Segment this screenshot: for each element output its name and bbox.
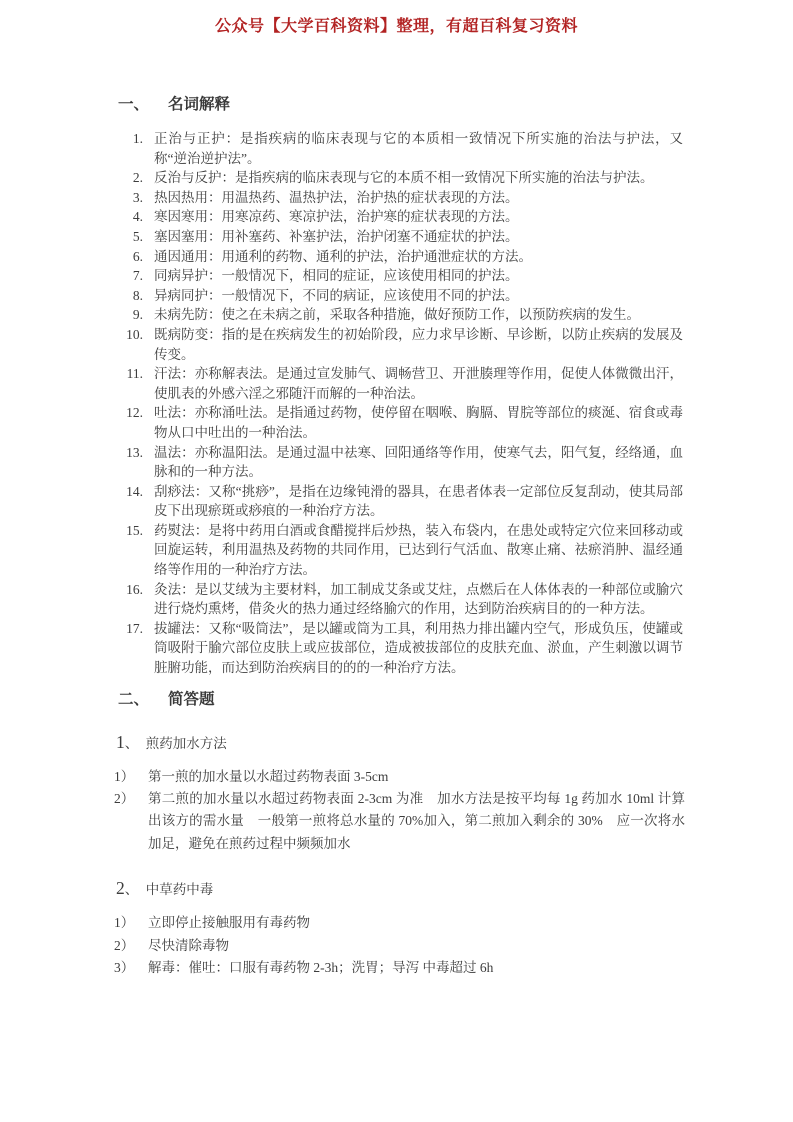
point-number: 2） — [114, 937, 135, 953]
subsection-text: 煎药加水方法 — [145, 735, 227, 751]
subsection-text: 中草药中毒 — [145, 882, 214, 898]
item-text: 温法：亦称温阳法。是通过温中祛寒、回阳通络等作用，使寒气去，阳气复，经络通，血脉和的一种方法。 — [154, 444, 683, 480]
item-text: 汗法：亦称解表法。是通过宣发肺气、调畅营卫、开泄腠理等作用，促使人体微微出汗，使肌表的外感六淫之邪随汗而解的一种治法。 — [154, 366, 683, 401]
definition-item — [118, 286, 683, 306]
item-number: 7. — [132, 268, 143, 284]
subsection-title-herb-poisoning — [116, 878, 681, 899]
item-number: 3. — [132, 189, 143, 205]
point-list — [114, 766, 685, 856]
point-number: 2） — [114, 791, 135, 807]
point-item — [114, 912, 685, 934]
item-number: 15. — [126, 522, 143, 538]
item-text: 拔罐法：又称“吸筒法”，是以罐或筒为工具，利用热力排出罐内空气，形成负压，使罐或筒吸附于腧穴部位皮肤上或应拔部位，造成被拔部位的皮肤充血、淤血，产生刺激以调节脏腑功能，而达到防治疾病目的的的一种治疗方法。 — [154, 620, 683, 676]
section-heading-terms — [118, 92, 681, 114]
definition-item — [118, 403, 683, 442]
definition-item — [118, 188, 683, 208]
point-text: 第一煎的加水量以水超过药物表面 3-5cm — [148, 768, 389, 784]
point-item — [114, 788, 685, 855]
section-number: 二、 — [118, 690, 150, 708]
definition-item — [118, 364, 683, 403]
subsection-title-decoction-water — [116, 732, 681, 753]
point-text: 尽快清除毒物 — [148, 937, 229, 953]
item-number: 6. — [132, 248, 143, 264]
item-text: 灸法：是以艾绒为主要材料，加工制成艾条或艾炷，点燃后在人体体表的一种部位或腧穴进行烧灼熏烤，借灸火的热力通过经络腧穴的作用，达到防治疾病目的的一种方法。 — [154, 581, 683, 617]
subsection-separator: 、 — [124, 736, 139, 752]
point-item — [114, 935, 685, 957]
point-item — [114, 957, 685, 979]
definition-item — [118, 207, 683, 227]
definition-item — [118, 227, 683, 247]
item-text: 通因通用：用通利的药物、通利的护法，治护通泄症状的方法。 — [154, 248, 532, 264]
item-text: 未病先防：使之在未病之前，采取各种措施，做好预防工作，以预防疾病的发生。 — [154, 307, 640, 323]
subsection-separator: 、 — [124, 883, 139, 899]
item-text: 寒因寒用：用寒凉药、寒凉护法，治护寒的症状表现的方法。 — [154, 209, 519, 225]
definition-item — [118, 580, 683, 619]
item-text: 既病防变：指的是在疾病发生的初始阶段，应力求早诊断、早诊断，以防止疾病的发展及传变。 — [154, 326, 683, 362]
subsection-number: 2 — [116, 878, 125, 899]
section-number: 一、 — [118, 96, 150, 113]
item-number: 4. — [132, 209, 143, 225]
point-number: 1） — [114, 915, 135, 931]
item-number: 14. — [126, 483, 143, 499]
subsection-number: 1 — [116, 731, 125, 752]
item-text: 塞因塞用：用补塞药、补塞护法，治护闭塞不通症状的护法。 — [154, 228, 519, 244]
item-number: 2. — [132, 170, 143, 186]
definition-item — [118, 521, 683, 580]
item-text: 药熨法：是将中药用白酒或食醋搅拌后炒热，装入布袋内，在患处或特定穴位来回移动或回旋运转，利用温热及药物的共同作用，已达到行气活血、散寒止痛、祛瘀消肿、温经通络等作用的一种治疗方法。 — [154, 522, 683, 578]
definition-item — [118, 168, 683, 188]
item-number: 8. — [132, 287, 143, 303]
item-number: 17. — [126, 620, 143, 636]
definition-item — [118, 482, 683, 521]
item-number: 13. — [126, 444, 143, 460]
item-number: 12. — [126, 405, 143, 421]
item-text: 刮痧法：又称“挑痧”，是指在边缘钝滑的器具，在患者体表一定部位反复刮动，使其局部皮下出现瘀斑或痧痕的一种治疗方法。 — [154, 483, 683, 519]
definition-item — [118, 266, 683, 286]
definition-item — [118, 305, 683, 325]
item-text: 正治与正护：是指疾病的临床表现与它的本质相一致情况下所实施的治法与护法，又称“逆治逆护法”。 — [154, 131, 683, 166]
point-list — [114, 912, 685, 979]
definition-item — [118, 129, 683, 168]
section-heading-short-answers — [118, 687, 681, 709]
item-text: 反治与反护：是指疾病的临床表现与它的本质不相一致情况下所实施的治法与护法。 — [154, 170, 654, 186]
point-text: 第二煎的加水量以水超过药物表面 2-3cm 为准 加水方法是按平均每 1g 药加水 10ml 计算出该方的需水量 一般第一煎将总水量的 70%加入，第二煎加入剩余的 30% 应一次将水加足，避免在煎药过程中频频加水 — [148, 791, 685, 851]
section-title: 名词解释 — [168, 96, 231, 113]
definition-item — [118, 443, 683, 482]
page-title: 公众号【大学百科资料】整理，有超百科复习资料 — [214, 18, 578, 35]
item-text: 同病异护：一般情况下，相同的症证，应该使用相同的护法。 — [154, 268, 519, 284]
definition-list — [118, 129, 683, 678]
point-number: 1） — [114, 768, 135, 784]
item-text: 异病同护：一般情况下，不同的病证，应该使用不同的护法。 — [154, 287, 519, 303]
item-number: 9. — [132, 307, 143, 323]
item-number: 5. — [132, 228, 143, 244]
point-item — [114, 766, 685, 788]
point-text: 解毒：催吐：口服有毒药物 2-3h；洗胃；导泻 中毒超过 6h — [148, 960, 494, 976]
item-number: 1. — [132, 131, 143, 146]
point-number: 3） — [114, 960, 135, 976]
item-text: 吐法：亦称涌吐法。是指通过药物，使停留在咽喉、胸膈、胃脘等部位的痰涎、宿食或毒物从口中吐出的一种治法。 — [154, 405, 683, 440]
definition-item — [118, 619, 683, 678]
definition-item — [118, 247, 683, 267]
item-number: 16. — [126, 581, 143, 597]
item-text: 热因热用：用温热药、温热护法，治护热的症状表现的方法。 — [154, 189, 519, 205]
point-text: 立即停止接触服用有毒药物 — [148, 915, 310, 931]
item-number: 11. — [126, 366, 143, 382]
section-title: 简答题 — [168, 690, 215, 708]
definition-item — [118, 325, 683, 364]
item-number: 10. — [126, 326, 143, 342]
